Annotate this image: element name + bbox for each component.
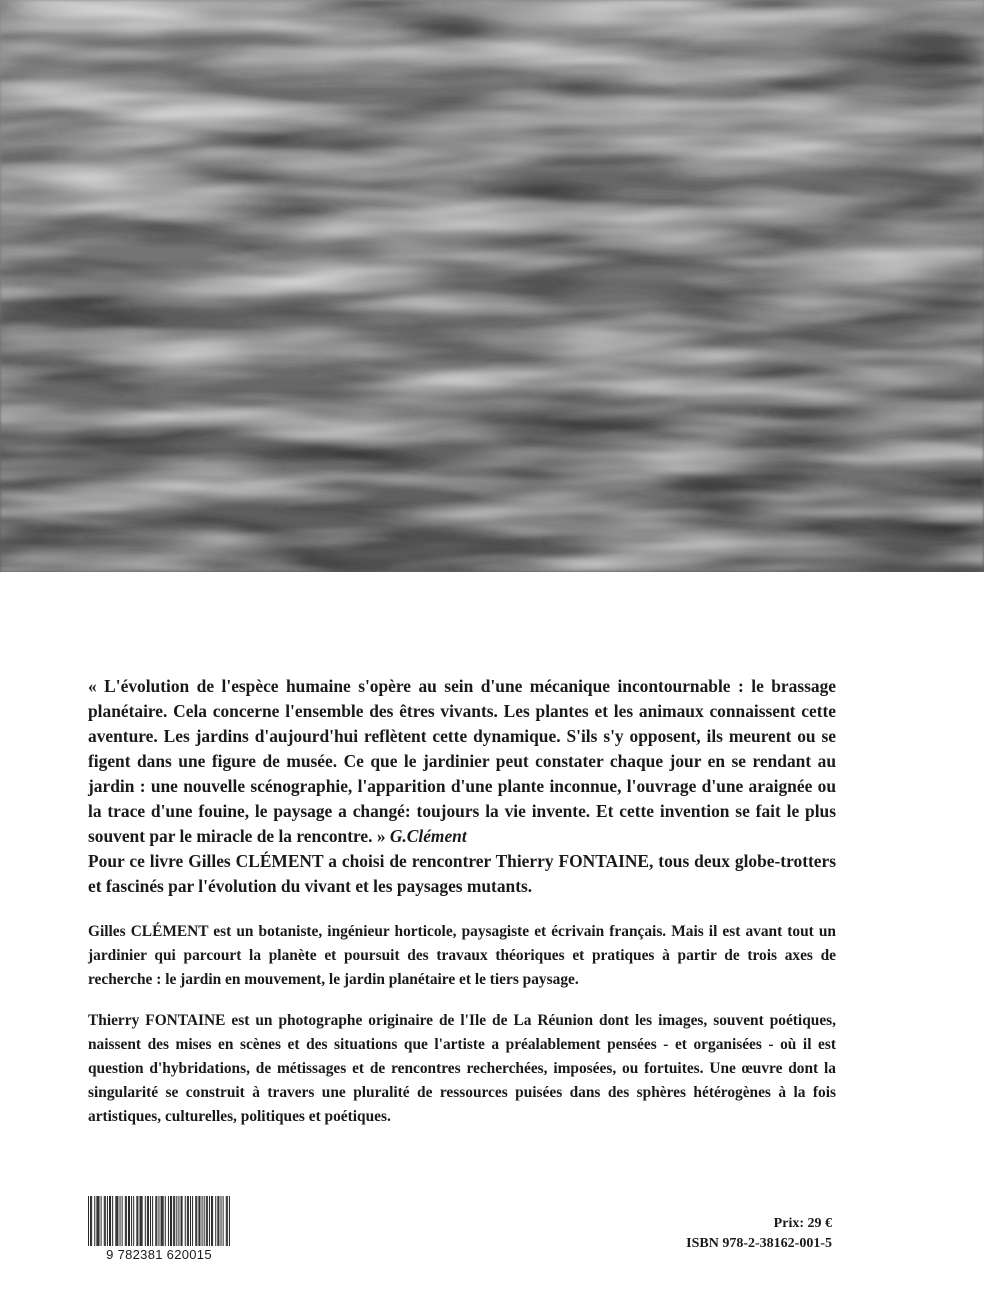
quote-text: « L'évolution de l'espèce humaine s'opère au sein d'une mécanique incontournable : le brassage planétaire. Cela concerne l'ensemble des êtres vivants. Les plantes et les animaux connaissent cette aventure. Les jardins d'aujourd'hui reflètent cette dynamique. S'ils s'y opposent, ils meurent ou se figent dans une figure de musée. Ce que le jardinier peut constater chaque jour en se rendant au jardin : une nouvelle scénographie, l'apparition d'une plante inconnue, l'ouvrage d'une araignée ou la trace d'une fouine, le paysage a changé: toujours la vie invente. Et cette invention se fait le plus souvent par le miracle de la rencontre. » (88, 676, 836, 846)
barcode-bar (107, 1196, 108, 1246)
barcode-bar (101, 1196, 102, 1246)
barcode-bar (163, 1196, 164, 1246)
barcode-bar (158, 1196, 159, 1252)
barcode-bar (202, 1196, 203, 1246)
barcode-bar (141, 1196, 142, 1246)
barcode-bar (110, 1196, 111, 1246)
barcode-bar (187, 1196, 188, 1246)
quote-block (88, 674, 836, 899)
isbn-label: ISBN 978-2-38162-001-5 (686, 1236, 832, 1251)
barcode-bar (147, 1196, 148, 1246)
barcode-bar (209, 1196, 210, 1246)
barcode-bar (165, 1196, 166, 1246)
barcode-bar (105, 1196, 106, 1246)
barcode-bar (142, 1196, 143, 1246)
barcode-bar (116, 1196, 117, 1246)
barcode-bar (181, 1196, 182, 1246)
barcode-bar (99, 1196, 100, 1246)
barcode-bar (148, 1196, 149, 1246)
barcode-bar (126, 1196, 127, 1246)
barcode-bar (207, 1196, 208, 1246)
barcode-bar (150, 1196, 151, 1246)
barcode-bar (162, 1196, 163, 1246)
barcode-bar (168, 1196, 169, 1246)
price-block (686, 1214, 832, 1254)
isbn-barcode (88, 1196, 230, 1264)
barcode-bar (196, 1196, 197, 1246)
barcode-bar (131, 1196, 132, 1246)
barcode-bar (211, 1196, 212, 1246)
barcode-bar (152, 1196, 153, 1246)
barcode-bar (190, 1196, 191, 1246)
barcode-bar (133, 1196, 134, 1246)
barcode-digits: 9 782381 620015 (106, 1247, 212, 1262)
barcode-bar (115, 1196, 116, 1246)
intro-paragraph: Pour ce livre Gilles CLÉMENT a choisi de rencontrer Thierry FONTAINE, tous deux globe-trotters et fascinés par l'évolution du vivant et les paysages mutants. (88, 851, 836, 896)
barcode-bar (188, 1196, 189, 1246)
barcode-bar (178, 1196, 179, 1246)
water-surface-photo (0, 0, 984, 572)
bio-thierry-fontaine: Thierry FONTAINE est un photographe originaire de l'Ile de La Réunion dont les images, souvent poétiques, naissent des mises en scènes et des situations que l'artiste a préalablement pensées - et organisées - où il est question d'hybridations, de métissages et de rencontres recherchées, imposées, ou fortuites. Une œuvre dont la singularité se construit à travers une pluralité de ressources puisées dans des sphères hétérogènes à la fois artistiques, culturelles, politiques et poétiques. (88, 1012, 836, 1125)
barcode-bar (137, 1196, 138, 1246)
barcode-bar (217, 1196, 218, 1246)
barcode-bar (109, 1196, 110, 1246)
barcode-bar (145, 1196, 146, 1246)
barcode-bar (206, 1196, 207, 1246)
barcode-bar (212, 1196, 213, 1246)
barcode-bar (122, 1196, 123, 1246)
quote-paragraph (88, 674, 836, 849)
barcode-bar (171, 1196, 172, 1246)
barcode-bar (97, 1196, 98, 1246)
bio-gilles-clement: Gilles CLÉMENT est un botaniste, ingénieur horticole, paysagiste et écrivain français. Mais il est avant tout un jardinier qui parcourt la planète et poursuit des travaux théoriques et pratiques à partir de trois axes de recherche : le jardin en mouvement, le jardin planétaire et le tiers paysage. (88, 923, 836, 988)
barcode-bar (128, 1196, 129, 1246)
barcode-bar (104, 1196, 105, 1246)
barcode-bar (200, 1196, 201, 1246)
barcode-bars (88, 1196, 230, 1264)
barcode-bar (226, 1196, 227, 1246)
barcode-bar (129, 1196, 130, 1246)
barcode-bar (161, 1196, 162, 1252)
barcode-bar (156, 1196, 157, 1252)
barcode-bar (227, 1196, 228, 1252)
barcode-bar (223, 1196, 224, 1246)
barcode-bar (170, 1196, 171, 1246)
barcode-bar (120, 1196, 121, 1246)
barcode-bar (112, 1196, 113, 1246)
barcode-bar (90, 1196, 91, 1252)
barcode-bar (117, 1196, 118, 1246)
barcode-bar (229, 1196, 230, 1252)
barcode-bar (198, 1196, 199, 1246)
barcode-bar (173, 1196, 174, 1246)
barcode-bar (204, 1196, 205, 1246)
quote-author: G.Clément (389, 826, 467, 846)
barcode-bar (94, 1196, 95, 1246)
barcode-bar (215, 1196, 216, 1246)
barcode-bar (174, 1196, 175, 1246)
barcode-bar (192, 1196, 193, 1246)
barcode-bar (96, 1196, 97, 1246)
barcode-bar (195, 1196, 196, 1246)
barcode-bar (155, 1196, 156, 1246)
barcode-bar (176, 1196, 177, 1246)
barcode-bar (182, 1196, 183, 1246)
price-label: Prix: 29 € (773, 1216, 832, 1231)
barcode-bar (88, 1196, 89, 1252)
barcode-bar (140, 1196, 141, 1246)
barcode-bar (136, 1196, 137, 1246)
water-surface-image (0, 0, 984, 572)
barcode-bar (91, 1196, 92, 1246)
barcode-bar (221, 1196, 222, 1246)
barcode-bar (185, 1196, 186, 1246)
barcode-bar (125, 1196, 126, 1246)
barcode-bar (218, 1196, 219, 1246)
